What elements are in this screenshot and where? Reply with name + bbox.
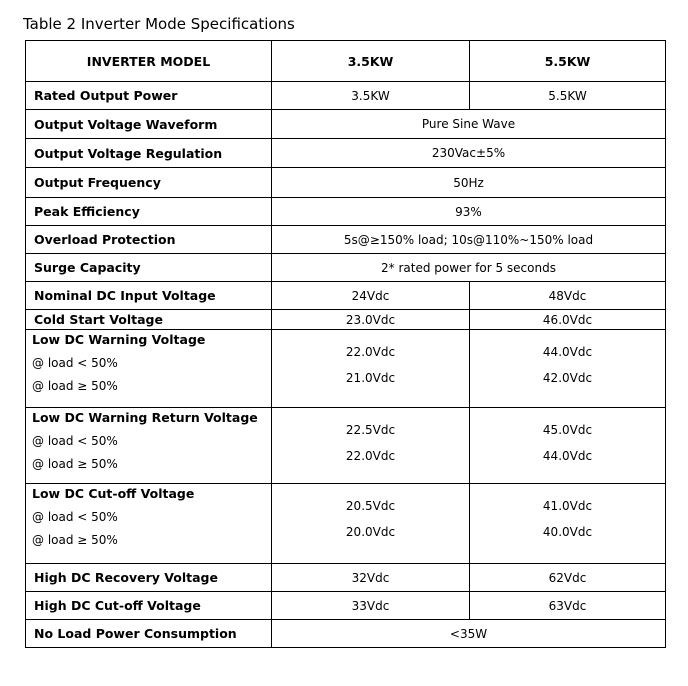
row-label: No Load Power Consumption: [26, 620, 272, 648]
row-label: Low DC Warning Return Voltage: [32, 410, 258, 425]
value: 42.0Vdc: [542, 371, 593, 385]
row-label-group: [26, 330, 272, 408]
table-row: [26, 254, 666, 282]
row-label-group: [26, 484, 272, 564]
cell-5.5kw: 63Vdc: [470, 592, 666, 620]
sub-label: @ load ≥ 50%: [32, 457, 118, 471]
value: 22.0Vdc: [345, 345, 396, 359]
sub-label: @ load < 50%: [32, 356, 118, 370]
row-label: Low DC Cut-off Voltage: [32, 486, 195, 501]
row-label: Output Voltage Waveform: [26, 110, 272, 139]
cell-merged: <35W: [272, 620, 666, 648]
cell-merged: 50Hz: [272, 168, 666, 198]
value: 45.0Vdc: [542, 423, 593, 437]
table-row: [26, 408, 666, 484]
table-row: [26, 484, 666, 564]
row-label: High DC Recovery Voltage: [26, 564, 272, 592]
cell-merged: 93%: [272, 198, 666, 226]
sub-label: @ load < 50%: [32, 510, 118, 524]
table-row: [26, 564, 666, 592]
table-row: [26, 620, 666, 648]
value: 44.0Vdc: [542, 449, 593, 463]
row-label: Surge Capacity: [26, 254, 272, 282]
table-row: [26, 226, 666, 254]
cell-merged: 5s@≥150% load; 10s@110%~150% load: [272, 226, 666, 254]
cell-3.5kw: 23.0Vdc: [272, 310, 470, 330]
cell-3.5kw: [272, 484, 470, 564]
table-header-row: [26, 41, 666, 82]
cell-merged: 230Vac±5%: [272, 139, 666, 168]
row-label: High DC Cut-off Voltage: [26, 592, 272, 620]
row-label: Output Frequency: [26, 168, 272, 198]
table-row: [26, 168, 666, 198]
table-row: [26, 110, 666, 139]
row-label: Rated Output Power: [26, 82, 272, 110]
value: 22.5Vdc: [345, 423, 396, 437]
value: 21.0Vdc: [345, 371, 396, 385]
cell-3.5kw: 33Vdc: [272, 592, 470, 620]
cell-5.5kw: [470, 408, 666, 484]
value: 44.0Vdc: [542, 345, 593, 359]
sub-label: @ load < 50%: [32, 434, 118, 448]
cell-3.5kw: 3.5KW: [272, 82, 470, 110]
cell-merged: 2* rated power for 5 seconds: [272, 254, 666, 282]
header-3.5kw: 3.5KW: [272, 41, 470, 82]
row-label: Output Voltage Regulation: [26, 139, 272, 168]
table-row: [26, 282, 666, 310]
table-caption: Table 2 Inverter Mode Specifications: [23, 15, 295, 33]
cell-5.5kw: 5.5KW: [470, 82, 666, 110]
cell-merged: Pure Sine Wave: [272, 110, 666, 139]
value: 20.5Vdc: [345, 499, 396, 513]
row-label-group: [26, 408, 272, 484]
value: 41.0Vdc: [542, 499, 593, 513]
table-row: [26, 330, 666, 408]
cell-3.5kw: [272, 330, 470, 408]
sub-label: @ load ≥ 50%: [32, 379, 118, 393]
table-row: [26, 310, 666, 330]
table-row: [26, 82, 666, 110]
value: 20.0Vdc: [345, 525, 396, 539]
cell-5.5kw: 48Vdc: [470, 282, 666, 310]
row-label: Low DC Warning Voltage: [32, 332, 206, 347]
spec-table: [25, 40, 666, 648]
sub-label: @ load ≥ 50%: [32, 533, 118, 547]
header-model: INVERTER MODEL: [26, 41, 272, 82]
value: 40.0Vdc: [542, 525, 593, 539]
row-label: Peak Efficiency: [26, 198, 272, 226]
table-row: [26, 139, 666, 168]
table-row: [26, 592, 666, 620]
header-5.5kw: 5.5KW: [470, 41, 666, 82]
cell-3.5kw: 32Vdc: [272, 564, 470, 592]
value: 22.0Vdc: [345, 449, 396, 463]
row-label: Nominal DC Input Voltage: [26, 282, 272, 310]
row-label: Cold Start Voltage: [26, 310, 272, 330]
table-row: [26, 198, 666, 226]
cell-3.5kw: [272, 408, 470, 484]
cell-5.5kw: 46.0Vdc: [470, 310, 666, 330]
cell-5.5kw: [470, 330, 666, 408]
cell-5.5kw: [470, 484, 666, 564]
cell-5.5kw: 62Vdc: [470, 564, 666, 592]
row-label: Overload Protection: [26, 226, 272, 254]
cell-3.5kw: 24Vdc: [272, 282, 470, 310]
